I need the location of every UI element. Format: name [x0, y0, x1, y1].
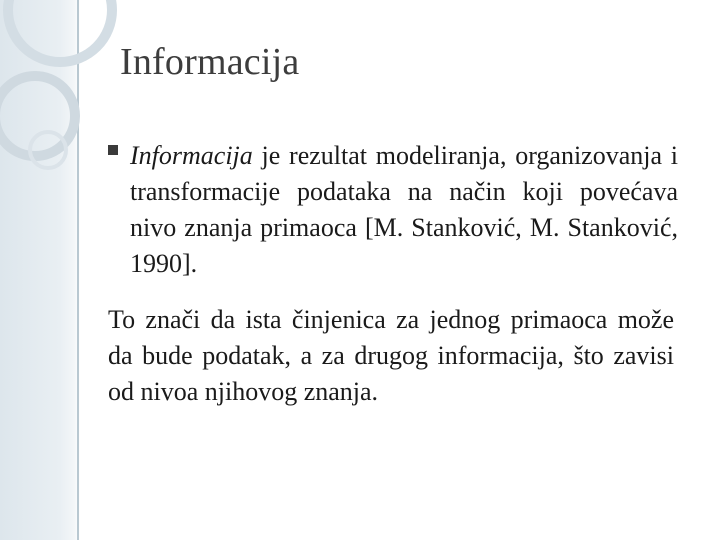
bullet-term: Informacija: [130, 141, 253, 170]
square-bullet-icon: [108, 145, 118, 155]
bullet-definition: je rezultat modeliranja, organizovanja i transformacije podataka na način koji povećava nivo znanja primaoca [M. Stanković, M. Stanković, 1990].: [130, 141, 678, 278]
bullet-text: [130, 138, 678, 282]
body-paragraph: To znači da ista činjenica za jednog primaoca može da bude podatak, a za drugog informacija, što zavisi od nivoa njihovog znanja.: [108, 305, 674, 406]
bullet-item: [108, 138, 678, 282]
slide-title: Informacija: [120, 41, 300, 83]
large-ring: [8, 0, 112, 62]
